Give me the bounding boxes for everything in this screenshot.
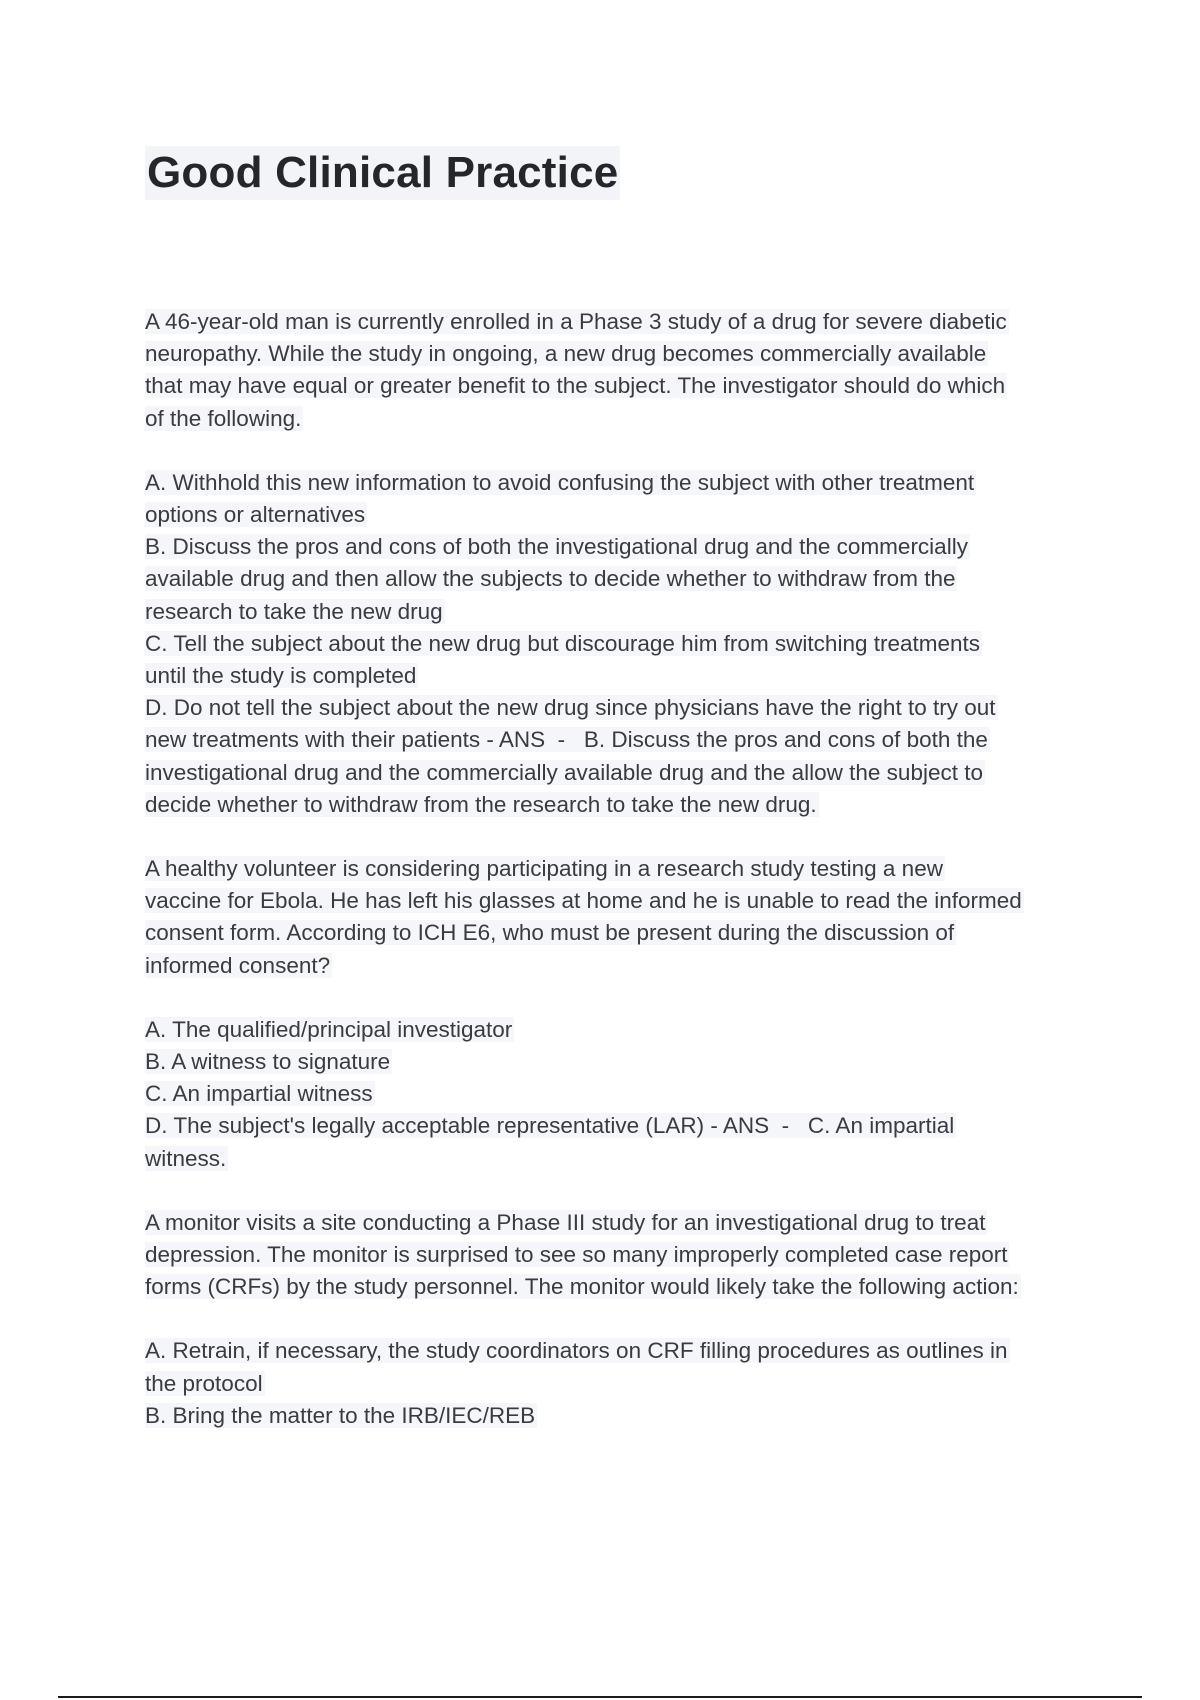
- text-line: until the study is completed: [145, 663, 417, 689]
- document-body: [145, 306, 1095, 1464]
- question-2-options: [145, 1014, 1095, 1175]
- text-line: that may have equal or greater benefit to the subject. The investigator should do which: [145, 373, 1006, 399]
- text-line: decide whether to withdraw from the research to take the new drug.: [145, 791, 817, 817]
- question-1-options: [145, 467, 1095, 821]
- text-line: D. Do not tell the subject about the new drug since physicians have the right to try out: [145, 695, 996, 721]
- page-title: Good Clinical Practice: [145, 146, 620, 200]
- text-line: depression. The monitor is surprised to see so many improperly completed case report: [145, 1242, 1008, 1268]
- question-3-options: [145, 1335, 1095, 1432]
- text-line: the protocol: [145, 1370, 263, 1396]
- text-line: investigational drug and the commercially available drug and the allow the subject to: [145, 759, 983, 785]
- text-line: informed consent?: [145, 952, 331, 978]
- text-line: available drug and then allow the subjects to decide whether to withdraw from the: [145, 566, 956, 592]
- text-line: A. Withhold this new information to avoid confusing the subject with other treatment: [145, 469, 975, 495]
- text-line: A monitor visits a site conducting a Phase III study for an investigational drug to treat: [145, 1209, 986, 1235]
- text-line: neuropathy. While the study in ongoing, a new drug becomes commercially available: [145, 341, 987, 367]
- question-1-stem: [145, 306, 1095, 435]
- question-3-stem: [145, 1207, 1095, 1304]
- text-line: A healthy volunteer is considering participating in a research study testing a new: [145, 856, 943, 882]
- text-line: witness.: [145, 1145, 227, 1171]
- text-line: B. Discuss the pros and cons of both the investigational drug and the commercially: [145, 534, 968, 560]
- text-line: B. Bring the matter to the IRB/IEC/REB: [145, 1402, 536, 1428]
- text-line: D. The subject's legally acceptable representative (LAR) - ANS - C. An impartial: [145, 1113, 955, 1139]
- footer-divider: [58, 1696, 1142, 1698]
- text-line: A 46-year-old man is currently enrolled in a Phase 3 study of a drug for severe diabetic: [145, 309, 1007, 334]
- text-line: vaccine for Ebola. He has left his glasses at home and he is unable to read the informed: [145, 888, 1022, 914]
- text-line: new treatments with their patients - ANS - B. Discuss the pros and cons of both the: [145, 727, 988, 753]
- text-line: options or alternatives: [145, 502, 366, 528]
- text-line: C. Tell the subject about the new drug but discourage him from switching treatments: [145, 630, 981, 656]
- question-2-stem: [145, 853, 1095, 982]
- text-line: consent form. According to ICH E6, who must be present during the discussion of: [145, 920, 955, 946]
- text-line: A. The qualified/principal investigator: [145, 1016, 513, 1042]
- text-line: forms (CRFs) by the study personnel. The monitor would likely take the following action:: [145, 1274, 1019, 1300]
- text-line: A. Retrain, if necessary, the study coordinators on CRF filling procedures as outlines in: [145, 1338, 1008, 1364]
- text-line: of the following.: [145, 405, 302, 431]
- text-line: C. An impartial witness: [145, 1081, 373, 1107]
- text-line: research to take the new drug: [145, 598, 443, 624]
- text-line: B. A witness to signature: [145, 1049, 391, 1075]
